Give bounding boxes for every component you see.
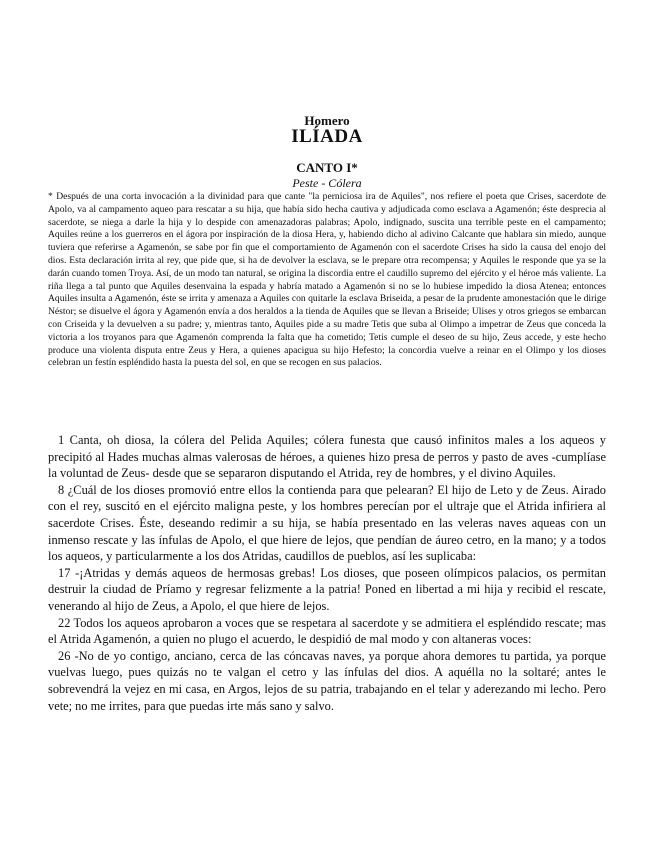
canto-summary-footnote: * Después de una corta invocación a la divinidad para que cante "la perniciosa ira de Aquiles", nos refiere el poeta que Crises, sacerdote de Apolo, va al campamento aqueo para rescatar a su hija, que había sido hecha cautiva y adjudicada como esclava a Agamenón; éste desprecia al sacerdote, se niega a darle la hija y lo despide con amenazadoras palabras; Apolo, indignado, suscita una terrible peste en el campamento; Aquiles reúne a los guerreros en el ágora por inspiración de la diosa Hera, y, habiendo dicho al adivino Calcante que hablara sin miedo, aunque tuviera que referirse a Agamenón, se sabe por fin que el comportamiento de Agamenón con el sacerdote Crises ha sido la causa del enojo del dios. Esta declaración irrita al rey, que pide que, si ha de devolver la esclava, se le prepare otra recompensa; y Aquiles le responde que ya se la darán cuando tomen Troya. Así, de un modo tan natural, se origina la discordia entre el caudillo supremo del ejército y el héroe más valiente. La riña llega a tal punto que Aquiles desenvaina la espada y habría matado a Agamenón si no se lo hubiese impedido la diosa Atenea; entonces Aquiles insulta a Agamenón, éste se irrita y amenaza a Aquiles con quitarle la esclava Briseida, a pesar de la prudente amonestación que le dirige Néstor; se disuelve el ágora y Agamenón envía a dos heraldos a la tienda de Aquiles que se llevan a Briseide; Ulises y otros griegos se embarcan con Criseida y la devuelven a su padre; y, mientras tanto, Aquiles pide a su madre Tetis que suba al Olimpo a impetrar de Zeus que conceda la victoria a los troyanos para que Agamenón comprenda la falta que ha cometido; Tetis cumple el deseo de su hijo, Zeus accede, y este hecho produce una violenta disputa entre Zeus y Hera, a quienes apacigua su hijo Hefesto; la concordia vuelve a reinar en el Olimpo y los dioses celebran un festín espléndido hasta la puesta del sol, en que se recogen en sus palacios. [48,191,606,369]
canto-subtitle: Peste - Cólera [292,176,362,190]
author-name: Homero [304,113,350,128]
paragraph: 1 Canta, oh diosa, la cólera del Pelida Aquiles; cólera funesta que causó infinitos males a los aqueos y precipitó al Hades muchas almas valerosas de héroes, a quienes hizo presa de perros y pasto de aves -cumplíase la voluntad de Zeus- desde que se separaron disputando el Atrida, rey de hombres, y el divino Aquiles. [48,433,606,481]
paragraph: 8 ¿Cuál de los dioses promovió entre ellos la contienda para que pelearan? El hijo de Leto y de Zeus. Airado con el rey, suscitó en el ejército maligna peste, y los hombres perecían por el ultraje que el Atrida infiriera al sacerdote Crises. Éste, deseando redimir a su hija, se había presentado en las veleras naves aqueas con un inmenso rescate y las ínfulas de Apolo, el que hiere de lejos, que pendían de áureo cetro, en la mano; y a todos los aqueos, y particularmente a los dos Atridas, caudillos de pueblos, así les suplicaba: [48,482,606,564]
paragraph: 22 Todos los aqueos aprobaron a voces que se respetara al sacerdote y se admitiera el espléndido rescate; mas el Atrida Agamenón, a quien no plugo el acuerdo, le despidió de mal modo y con altaneras voces: [48,615,606,647]
canto-heading: CANTO I* [296,160,358,175]
paragraph: 17 -¡Atridas y demás aqueos de hermosas grebas! Los dioses, que poseen olímpicos palacios, os permitan destruir la ciudad de Príamo y regresar felizmente a la patria! Poned en libertad a mi hija y recibid el rescate, venerando al hijo de Zeus, a Apolo, el que hiere de lejos. [48,565,606,613]
paragraph: 26 -No de yo contigo, anciano, cerca de las cóncavas naves, ya porque ahora demores tu partida, ya porque vuelvas luego, pues quizás no te valgan el cetro y las ínfulas del dios. A aquélla no la soltaré; antes le sobrevendrá la vejez en mi casa, en Argos, lejos de su patria, trabajando en el telar y aderezando mi lecho. Pero vete; no me irrites, para que puedas irte más sano y salvo. [48,648,606,713]
poem-body [48,432,606,714]
book-title: ILÍADA [291,126,363,147]
